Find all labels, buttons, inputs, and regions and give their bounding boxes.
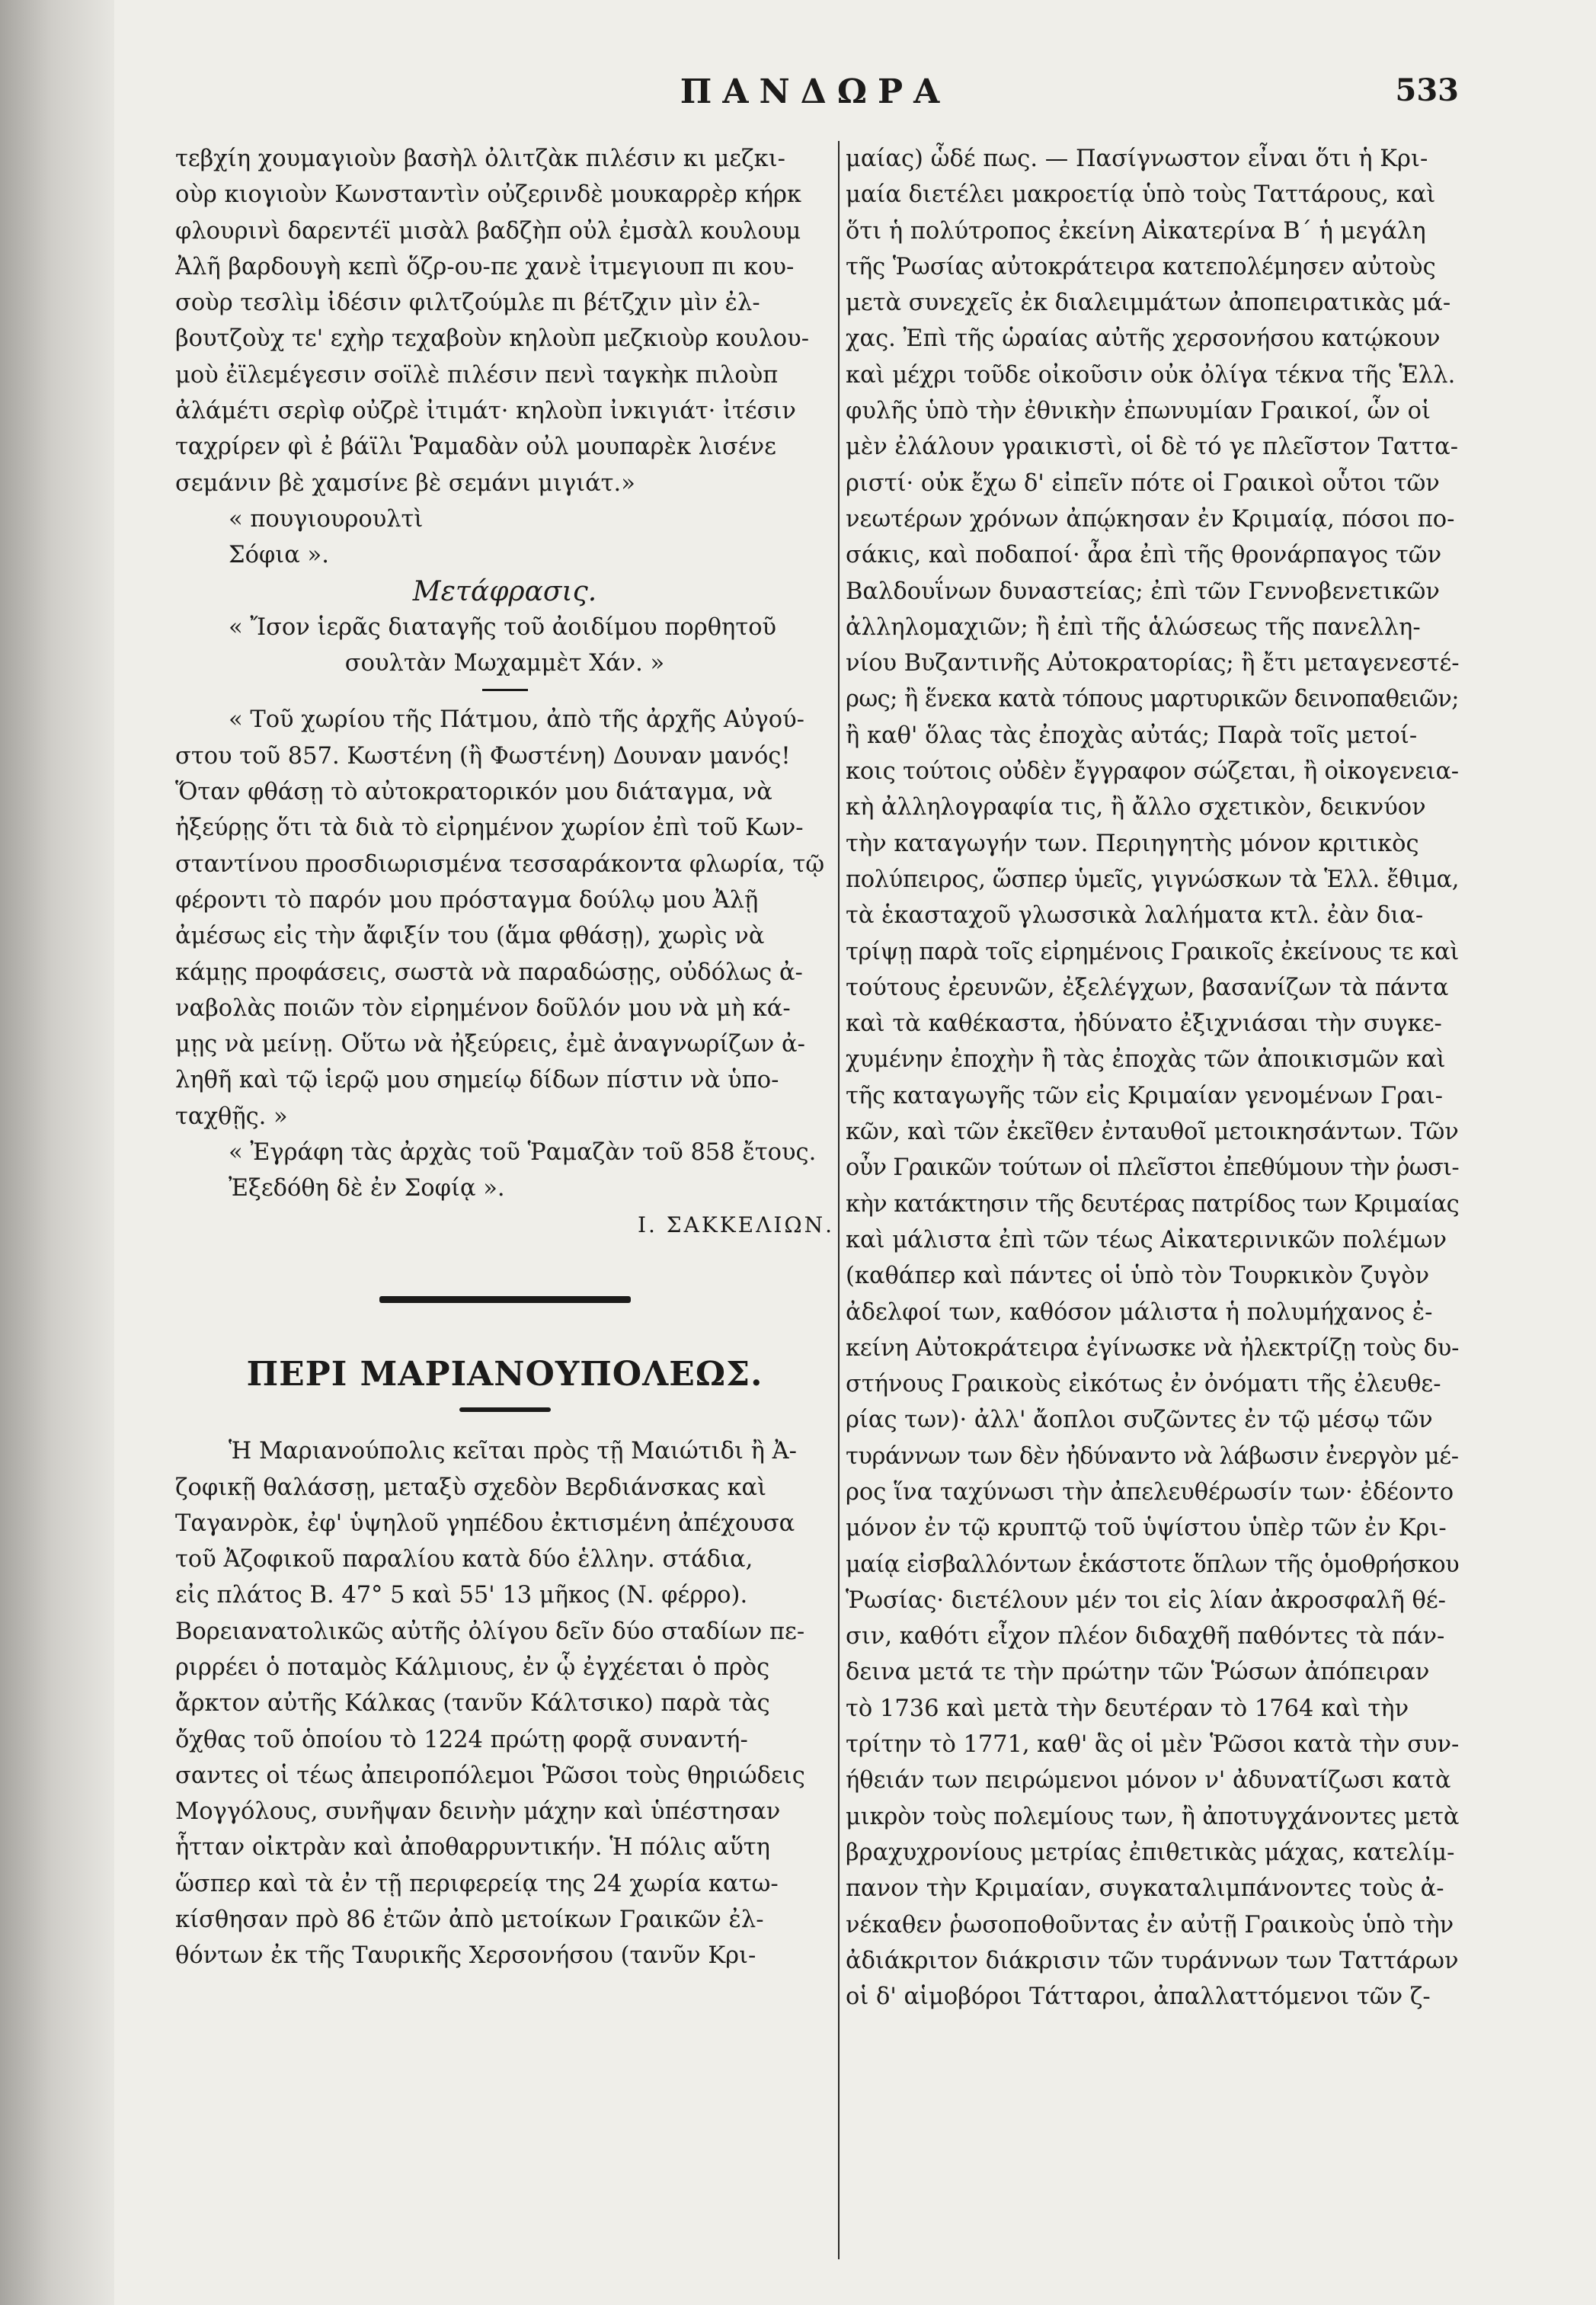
right-column — [846, 141, 1459, 2015]
article-text — [175, 1433, 834, 1974]
text-line: στου τοῦ 857. Κωστένη (ἢ Φωστένη) Δουναν μανός! — [175, 742, 791, 770]
text-line: ὅτι ἡ πολύτροπος ἐκείνη Αἰκατερίνα Β΄ ἡ μεγάλη — [846, 217, 1426, 245]
text-line: βραχυχρονίους μετρίας ἐπιθετικὰς μάχας, κατελίμ- — [846, 1839, 1455, 1866]
text-line: ἀλληλομαχιῶν; ἢ ἐπὶ τῆς ἁλώσεως τῆς πανελλη- — [846, 613, 1421, 641]
text-line: κὴ ἀλληλογραφία τις, ἢ ἄλλο σχετικὸν, δεικνύον — [846, 794, 1426, 821]
text-line: μῃς νὰ μείνῃ. Οὕτω νὰ ἠξεύρεις, ἐμὲ ἀναγνωρίζων ἀ- — [175, 1031, 805, 1058]
translation-title-line: « Ἴσον ἱερᾶς διαταγῆς τοῦ ἀοιδίμου πορθητοῦ — [229, 613, 777, 641]
text-line: κῶν, καὶ τῶν ἐκεῖθεν ἐνταυθοῖ μετοικησάντων. Τῶν — [846, 1119, 1459, 1146]
text-line: χυμένην ἐποχὴν ἢ τὰς ἐποχὰς τῶν ἀποικισμῶν καὶ — [846, 1046, 1446, 1074]
text-line: σεμάνιν βὲ χαμσίνε βὲ σεμάνι μιγιάτ.» — [175, 469, 635, 497]
text-line: ζοφικῇ θαλάσσῃ, μεταξὺ σχεδὸν Βερδιάνσκας καὶ — [175, 1474, 767, 1501]
text-line: μετὰ συνεχεῖς ἐκ διαλειμμάτων ἀποπειρατικὰς μά- — [846, 290, 1451, 317]
text-line: Ὅταν φθάσῃ τὸ αὐτοκρατορικόν μου διάταγμα, νὰ — [175, 779, 772, 806]
text-line: οὖν Γραικῶν τούτων οἱ πλεῖστοι ἐπεθύμουν τὴν ῥωσι- — [846, 1154, 1459, 1182]
text-line: νέκαθεν ῥωσοποθοῦντας ἐν αὐτῇ Γραικοὺς ὑπὸ τὴν — [846, 1911, 1454, 1938]
text-line: ρως; ἢ ἕνεκα κατὰ τόπους μαρτυρικῶν δεινοπαθειῶν; — [846, 686, 1459, 713]
left-column — [175, 141, 834, 1974]
decree-closing-place: Σόφια ». — [229, 542, 329, 569]
text-line: μαία διετέλει μακροετίᾳ ὑπὸ τοὺς Ταττάρους, καὶ — [846, 181, 1436, 209]
text-line: μικρὸν τοὺς πολεμίους των, ἢ ἀποτυγχάνοντες μετὰ — [846, 1803, 1459, 1830]
translation-title-line: σουλτὰν Μωχαμμὲτ Χάν. » — [344, 650, 665, 677]
text-line: τῆς Ῥωσίας αὐτοκράτειρα κατεπολέμησεν αὐτοὺς — [846, 253, 1436, 280]
text-line: ἠξεύρῃς ὅτι τὰ διὰ τὸ εἰρημένον χωρίον ἐπὶ τοῦ Κων- — [175, 815, 804, 842]
text-line: καὶ τὰ καθέκαστα, ἠδύνατο ἐξιχνιάσαι τὴν συγκε- — [846, 1010, 1442, 1038]
text-line: νίου Βυζαντινῆς Αὐτοκρατορίας; ἢ ἔτι μεταγενεστέ- — [846, 650, 1459, 677]
text-line: σιν, καθότι εἶχον πλέον διδαχθῆ παθόντες τὰ πάν- — [846, 1623, 1445, 1650]
translation-heading: Μετάφρασις. — [412, 575, 597, 607]
text-line: « Τοῦ χωρίου τῆς Πάτμου, ἀπὸ τῆς ἀρχῆς Αὐγού- — [229, 706, 804, 734]
text-line: κάμῃς προφάσεις, σωστὰ νὰ παραδώσῃς, οὐδόλως ἀ- — [175, 959, 803, 986]
heading-ornament-rule — [459, 1407, 551, 1412]
text-line: ναβολὰς ποιῶν τὸν εἰρημένον δοῦλόν μου νὰ μὴ κά- — [175, 994, 791, 1022]
decree-date-line: « Ἐγράφη τὰς ἀρχὰς τοῦ Ῥαμαζὰν τοῦ 858 ἔτους. — [229, 1139, 817, 1167]
text-line: οἱ δ' αἱμοβόροι Τάτταροι, ἀπαλλαττόμενοι τῶν ζ- — [846, 1983, 1431, 2011]
text-line: Βαλδουΐνων δυναστείας; ἐπὶ τῶν Γεννοβενετικῶν — [846, 578, 1440, 605]
section-divider-rule — [379, 1296, 631, 1303]
text-line: (καθάπερ καὶ πάντες οἱ ὑπὸ τὸν Τουρκικὸν ζυγὸν — [846, 1263, 1430, 1290]
text-line: Ἡ Μαριανούπολις κεῖται πρὸς τῇ Μαιώτιδι ἢ Ἀ- — [229, 1438, 797, 1465]
text-line: καὶ μέχρι τοῦδε οἰκοῦσιν οὐκ ὀλίγα τέκνα τῆς Ἑλλ. — [846, 361, 1456, 389]
text-line: Ῥωσίας· διετέλουν μέν τοι εἰς λίαν ἀκροσφαλῆ θέ- — [846, 1586, 1446, 1614]
text-line: Ταγανρὸκ, ἐφ' ὑψηλοῦ γηπέδου ἐκτισμένη ἀπέχουσα — [175, 1509, 795, 1537]
text-line: ταχρίρεν φὶ ἐ βάϊλι Ῥαμαδὰν οὐλ μουπαρὲκ λισένε — [175, 434, 776, 461]
text-line: ἀμέσως εἰς τὴν ἄφιξίν του (ἅμα φθάσῃ), χωρὶς νὰ — [175, 923, 765, 950]
text-line: ληθῆ καὶ τῷ ἱερῷ μου σημείῳ δίδων πίστιν νὰ ὑπο- — [175, 1067, 779, 1094]
text-line: τοῦ Ἀζοφικοῦ παραλίου κατὰ δύο ἑλλην. στάδια, — [175, 1546, 753, 1573]
text-line: ὥσπερ καὶ τὰ ἐν τῇ περιφερείᾳ της 24 χωρία κατω- — [175, 1870, 779, 1897]
text-line: χας. Ἐπὶ τῆς ὡραίας αὐτῆς χερσονήσου κατῴκουν — [846, 325, 1441, 353]
text-line: κίσθησαν πρὸ 86 ἐτῶν ἀπὸ μετοίκων Γραικῶν ἐλ- — [175, 1906, 764, 1934]
text-line: ήθειάν των πειρώμενοι μόνον ν' ἀδυνατίζωσι κατὰ — [846, 1767, 1451, 1794]
text-line: εἰς πλάτος Β. 47° 5 καὶ 55' 13 μῆκος (Ν. φέρρο). — [175, 1582, 748, 1609]
decree-issued-line: Ἐξεδόθη δὲ ἐν Σοφίᾳ ». — [229, 1175, 505, 1202]
text-line: καὶ μάλιστα ἐπὶ τῶν τέως Αἰκατερινικῶν πολέμων — [846, 1226, 1447, 1253]
text-line: δεινα μετά τε τὴν πρώτην τῶν Ῥώσων ἀπόπειραν — [846, 1659, 1430, 1686]
text-line: τῆς καταγωγῆς τῶν εἰς Κριμαίαν γενομένων Γραι- — [846, 1082, 1443, 1109]
text-line: φλουρινὶ δαρεντέϊ μισὰλ βαδζὴπ οὐλ ἐμσὰλ κουλουμ — [175, 217, 801, 245]
text-line: νεωτέρων χρόνων ἀπῴκησαν ἐν Κριμαίᾳ, πόσοι πο- — [846, 505, 1455, 533]
text-line: βουτζοὺχ τε' εχὴρ τεχαβοὺν κηλοὺπ μεζκιοὺρ κουλου- — [175, 325, 810, 353]
text-line: τεβχίη χουμαγιοὺν βασὴλ ὀλιτζὰκ πιλέσιν κι μεζκι- — [175, 146, 785, 172]
text-line: μαίας) ὧδέ πως. — Πασίγνωστον εἶναι ὅτι ἡ Κρι- — [846, 146, 1428, 172]
translation-text — [175, 702, 834, 1135]
text-line: θόντων ἐκ τῆς Ταυρικῆς Χερσονήσου (τανῦν Κρι- — [175, 1942, 756, 1970]
text-line: φέροντι τὸ παρόν μου πρόσταγμα δούλῳ μου Ἀλῇ — [175, 886, 759, 914]
text-line: σαντες οἱ τέως ἀπειροπόλεμοι Ῥῶσοι τοὺς θηριώδεις — [175, 1762, 805, 1789]
text-line: ριρρέει ὁ ποταμὸς Κάλμιους, ἐν ᾧ ἐγχέεται ὁ πρὸς — [175, 1654, 770, 1681]
text-line: ἧτταν οἰκτρὰν καὶ ἀποθαρρυντικήν. Ἡ πόλις αὕτη — [175, 1834, 770, 1862]
text-line: ριστί· οὐκ ἔχω δ' εἰπεῖν πότε οἱ Γραικοὶ οὗτοι τῶν — [846, 469, 1440, 497]
author-signature: Ι. ΣΑΚΚΕΛΙΩΝ. — [637, 1212, 834, 1237]
text-line: ταχθῇς. » — [175, 1103, 288, 1130]
page-number: 533 — [1395, 72, 1459, 108]
text-line: σταντίνου προσδιωρισμένα τεσσαράκοντα φλωρία, τῷ — [175, 850, 825, 878]
text-line: ρίας των)· ἀλλ' ἄοπλοι συζῶντες ἐν τῷ μέσῳ τῶν — [846, 1407, 1433, 1434]
text-line: ἀλάμέτι σερὶφ οὐζρὲ ἰτιμάτ· κηλοὺπ ἰνκιγιάτ· ἰτέσιν — [175, 398, 796, 425]
decree-closing-line: « πουγιουρουλτὶ — [229, 505, 424, 533]
text-line: τρίτην τὸ 1771, καθ' ἃς οἱ μὲν Ῥῶσοι κατὰ τὴν συν- — [846, 1731, 1459, 1759]
section-heading: ΠΕΡΙ ΜΑΡΙΑΝΟΥΠΟΛΕΩΣ. — [246, 1354, 763, 1394]
text-line: οὺρ κιογιοὺν Κωνσταντὶν οὐζερινδὲ μουκαρρὲρ κήρκ — [175, 181, 801, 209]
text-line: ἄρκτον αὐτῆς Κάλκας (τανῦν Κάλτσικο) παρὰ τὰς — [175, 1690, 770, 1718]
text-line: τυράννων των δὲν ἠδύναντο νὰ λάβωσιν ἐνεργὸν μέ- — [846, 1442, 1459, 1470]
text-line: φυλῆς ὑπὸ τὴν ἐθνικὴν ἐπωνυμίαν Γραικοί, ὧν οἱ — [846, 398, 1431, 425]
text-line: Βορειανατολικῶς αὐτῆς ὀλίγου δεῖν δύο σταδίων πε- — [175, 1618, 805, 1645]
text-line: κείνη Αὐτοκράτειρα ἐγίνωσκε νὰ ἠλεκτρίζῃ τοὺς δυ- — [846, 1334, 1459, 1362]
page-binding-shadow — [0, 0, 114, 2305]
text-line: τρίψῃ παρὰ τοῖς εἰρημένοις Γραικοῖς ἐκείνους τε καὶ — [846, 938, 1459, 965]
text-line: πολύπειρος, ὥσπερ ὑμεῖς, γιγνώσκων τὰ Ἑλλ. ἔθιμα, — [846, 866, 1459, 893]
text-line: τὸ 1736 καὶ μετὰ τὴν δευτέραν τὸ 1764 καὶ τὴν — [846, 1695, 1409, 1722]
text-line: σάκις, καὶ ποδαποί· ἆρα ἐπὶ τῆς θρονάρπαγος τῶν — [846, 542, 1442, 569]
text-line: μαίᾳ εἰσβαλλόντων ἑκάστοτε ὅπλων τῆς ὁμοθρήσκου — [846, 1551, 1459, 1578]
text-line: πανον τὴν Κριμαίαν, συγκαταλιμπάνοντες τοὺς ἀ- — [846, 1875, 1444, 1903]
text-line: ἢ καθ' ὅλας τὰς ἐποχὰς αὐτάς; Παρὰ τοῖς μετοί- — [846, 722, 1418, 749]
text-line: τὴν καταγωγήν των. Περιηγητὴς μόνον κριτικὸς — [846, 830, 1419, 857]
text-line: τούτους ἐρευνῶν, ἐξελέγχων, βασανίζων τὰ πάντα — [846, 974, 1449, 1001]
column-divider — [838, 141, 840, 2259]
separator-dash — [482, 689, 528, 691]
text-line: Ἀλῆ βαρδουγὴ κεπὶ ὅζρ-ου-πε χανὲ ἰτμεγιουπ πι κου- — [175, 253, 795, 280]
text-line: ρος ἵνα ταχύνωσι τὴν ἀπελευθέρωσίν των· ἐδέοντο — [846, 1478, 1454, 1506]
text-line: στήνους Γραικοὺς εἰκότως ἐν ὀνόματι τῆς ἐλευθε- — [846, 1371, 1441, 1398]
text-line: τὰ ἑκασταχοῦ γλωσσικὰ λαλήματα κτλ. ἐὰν δια- — [846, 902, 1424, 930]
text-line: ἀδελφοί των, καθόσον μάλιστα ἡ πολυμήχανος ἐ- — [846, 1298, 1433, 1326]
text-line: μὲν ἐλάλουν γραικιστὶ, οἱ δὲ τό γε πλεῖστον Ταττα- — [846, 434, 1459, 461]
text-line: Μογγόλους, συνῆψαν δεινὴν μάχην καὶ ὑπέστησαν — [175, 1798, 781, 1826]
text-line: μοὺ ἐϊλεμέγεσιν σοϊλὲ πιλέσιν πενὶ ταγκὴκ πιλοὺπ — [175, 361, 779, 389]
text-line: κοις τούτοις οὐδὲν ἔγγραφον σώζεται, ἢ οἰκογενεια- — [846, 758, 1459, 786]
running-title: ΠΑΝΔΩΡΑ — [680, 72, 951, 111]
text-line: ἀδιάκριτον διάκρισιν τῶν τυράννων των Ταττάρων — [846, 1947, 1459, 1974]
text-line: ὄχθας τοῦ ὁποίου τὸ 1224 πρώτῃ φορᾷ συναντή- — [175, 1726, 748, 1753]
text-line: μόνον ἐν τῷ κρυπτῷ τοῦ ὑψίστου ὑπὲρ τῶν ἐν Κρι- — [846, 1515, 1447, 1542]
page-header — [171, 72, 1459, 133]
text-line: σοὺρ τεσλὶμ ἰδέσιν φιλτζούμλε πι βέτζχιν μὶν ἐλ- — [175, 290, 760, 317]
text-line: κὴν κατάκτησιν τῆς δευτέρας πατρίδος των Κριμαίας — [846, 1190, 1459, 1218]
turkish-decree-text — [175, 141, 834, 501]
